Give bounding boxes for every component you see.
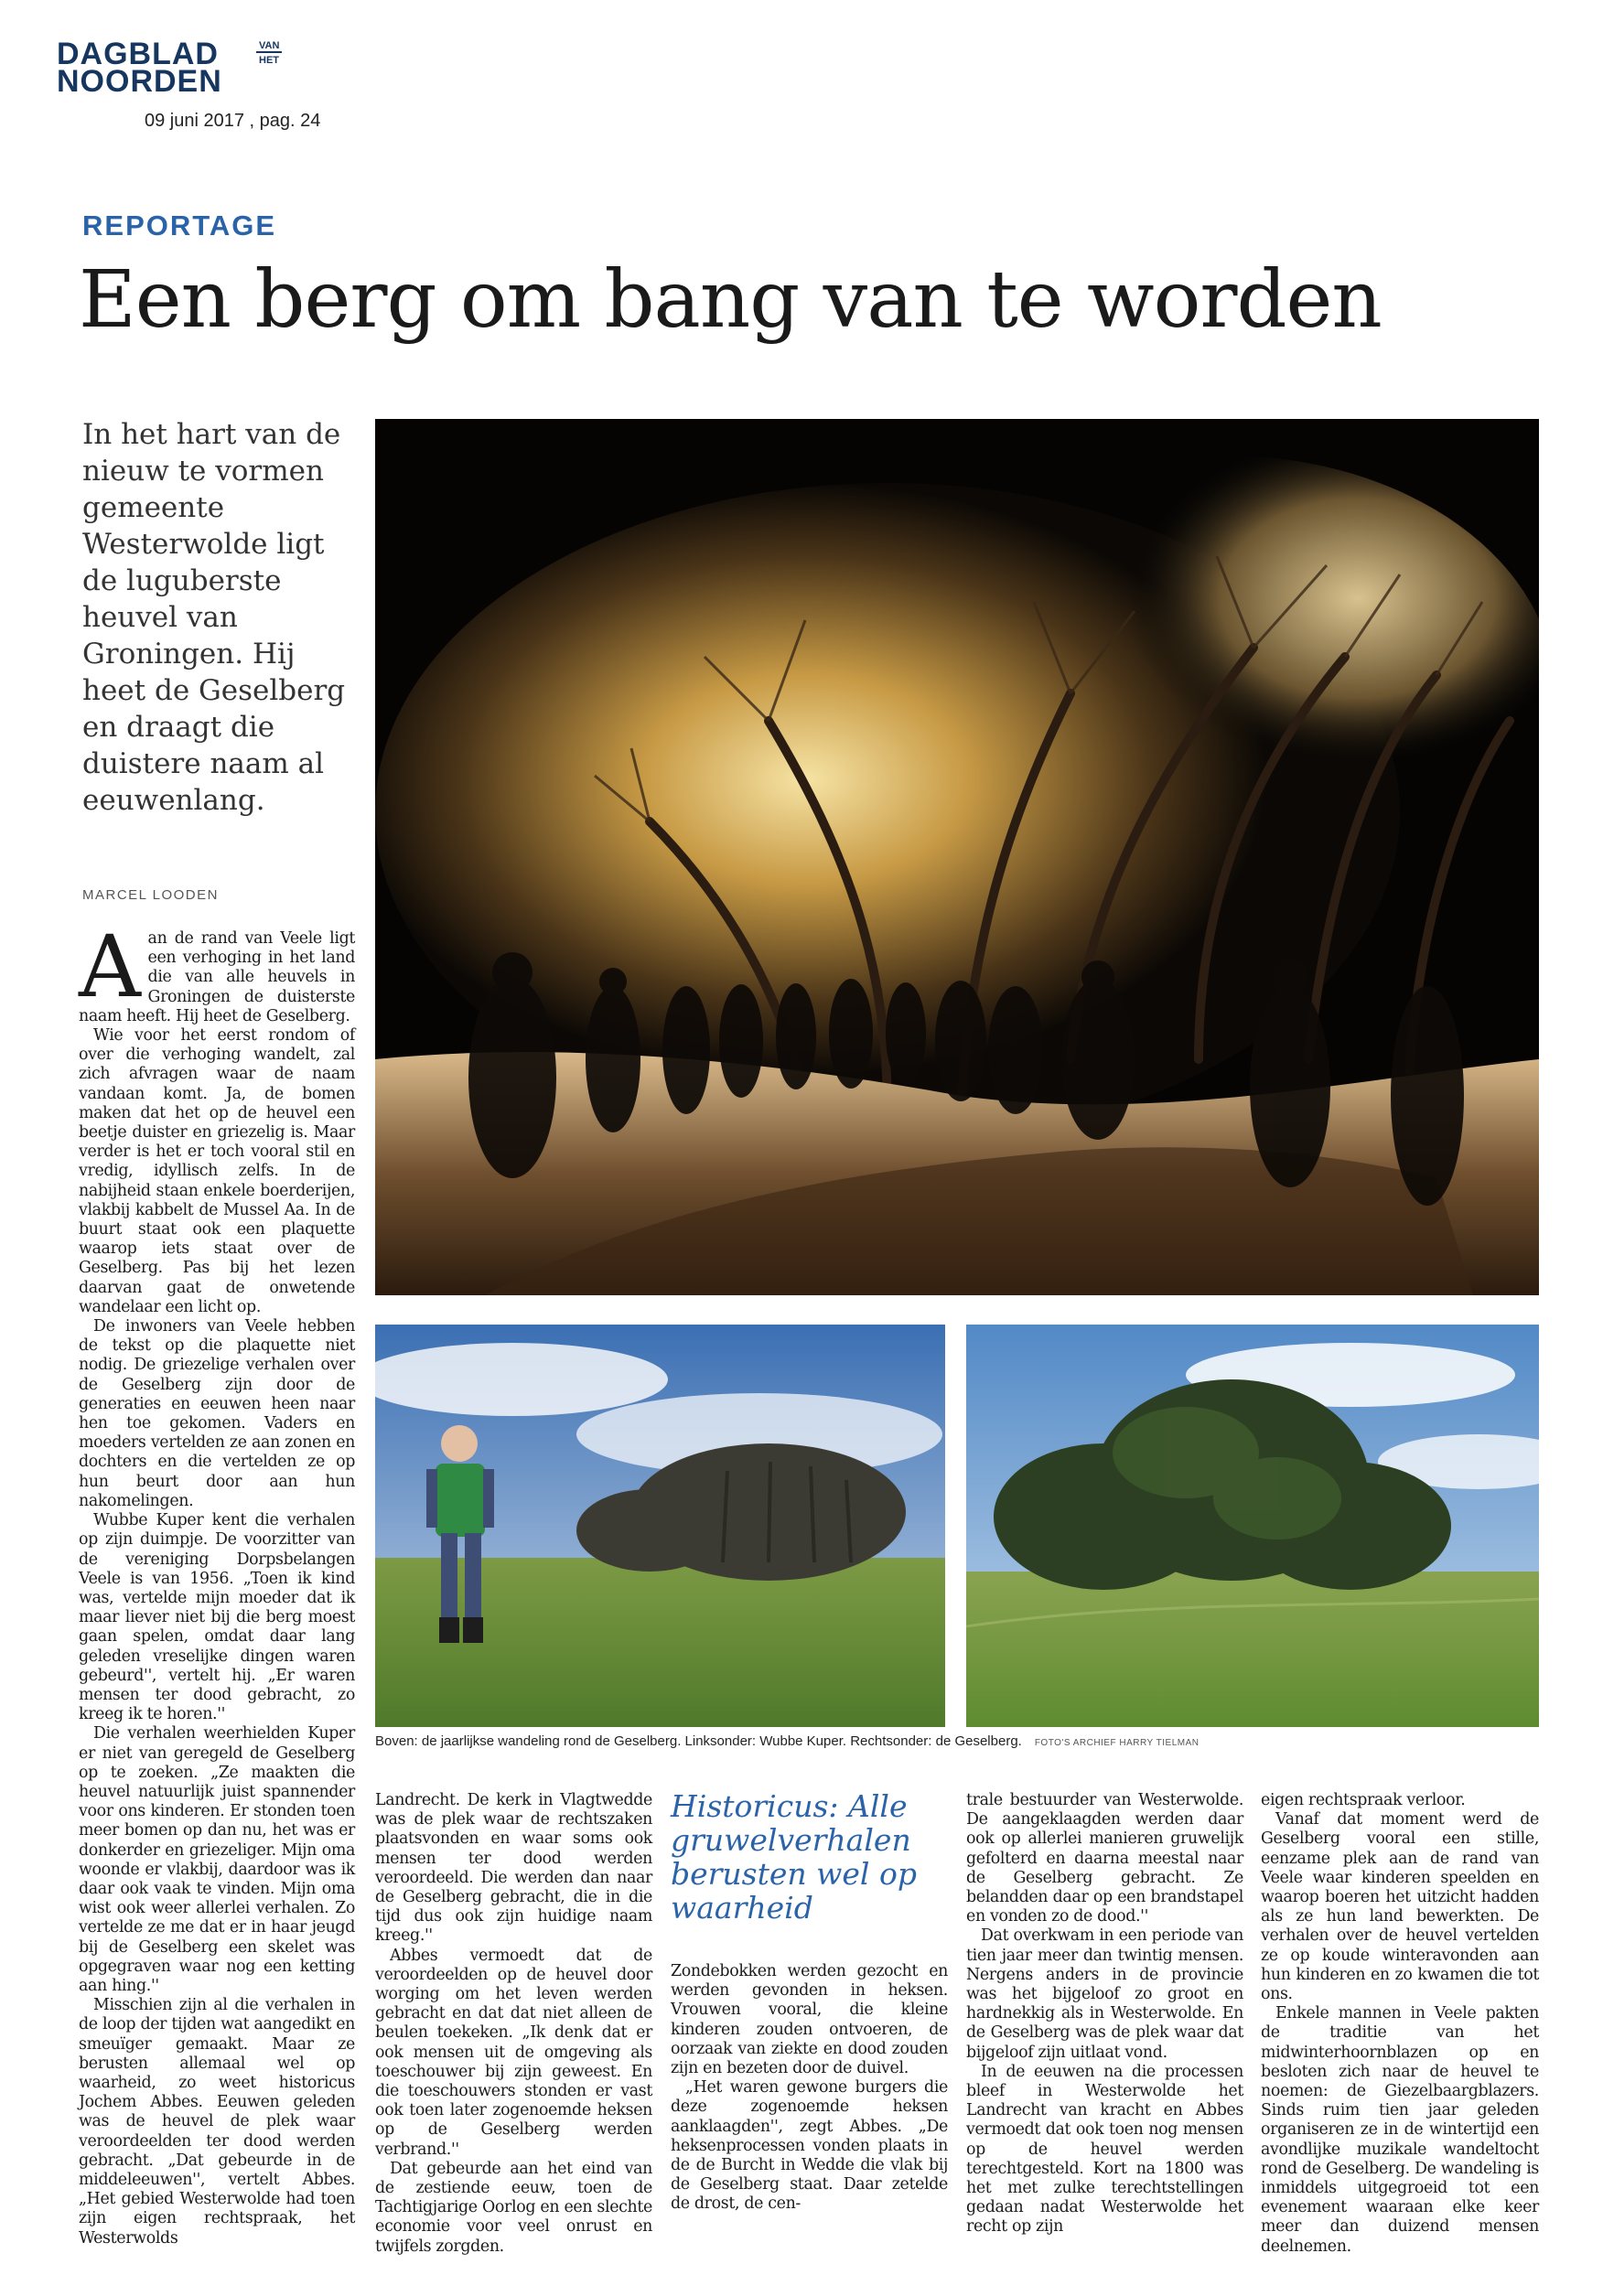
paragraph: „Het waren gewone burgers die deze zogenoemde heksen aanklaagden'', zegt Abbes. „De heksenprocessen vonden plaats in de de Burcht in Wedde die vlak bij de Geselberg staat. Daar zetelde de drost, de cen-	[671, 2078, 948, 2214]
paragraph: trale bestuurder van Westerwolde. De aangeklaagden werden daar ook op allerlei manieren gruwelijk gefolterd en daarna meestal naar de Geselberg gebracht. Ze belandden daar op een brandstapel en vonden zo de dood.''	[966, 1791, 1243, 1926]
paragraph: Wubbe Kuper kent die verhalen op zijn duimpje. De voorzitter van de vereniging Dorpsbelangen Veele is van 1956. „Toen ik kind was, vertelde mijn moeder dat ik maar liever niet bij die berg moest gaan spelen, omdat daar lang geleden vreselijke dingen waren gebeurd'', vertelt hij. „Er waren mensen ter dood gebracht, zo kreeg ik te horen.''	[79, 1511, 355, 1724]
photo-caption	[375, 1733, 1199, 1749]
paragraph: De inwoners van Veele hebben de tekst op die plaquette niet nodig. De griezelige verhalen over de Geselberg zijn door de generaties en eeuwen heen naar hen toe gekomen. Vaders en moeders vertelden ze aan zonen en dochters en die vertelden ze op hun beurt door aan hun nakomelingen.	[79, 1317, 355, 1510]
paragraph: Die verhalen weerhielden Kuper er niet van geregeld de Geselberg op te zoeken. „Ze maakten die heuvel natuurlijk juist spannender voor ons kinderen. Er stonden toen meer bomen op dan nu, het was er donkerder en griezeliger. Mijn oma woonde er vlakbij, daardoor was ik daar ook vaak te vinden. Mijn oma wist ook weer allerlei verhalen. Zo vertelde ze me dat er in haar jeugd bij de Geselberg een skelet was opgegraven waar nog een ketting aan hing.''	[79, 1724, 355, 1995]
page-dateline: 09 juni 2017 , pag. 24	[145, 111, 321, 131]
paragraph: In de eeuwen na die processen bleef in Westerwolde het Landrecht van kracht en Abbes vermoedt dat ook toen nog mensen op de heuvel werden terechtgesteld. Kort na 1800 was het met zulke terechtstellingen gedaan nadat Westerwolde het recht op zijn	[966, 2062, 1243, 2237]
logo-het: HET	[259, 55, 279, 66]
photo-night-walk	[375, 419, 1539, 1295]
paragraph: Misschien zijn al die verhalen in de loop der tijden wat aangedikt en smeuïger gemaakt. Maar ze berusten allemaal wel op waarheid, zo weet historicus Jochem Abbes. Eeuwen geleden was de heuvel de plek waar veroordeelden ter dood werden gebracht. „Dat gebeurde in de middeleeuwen'', vertelt Abbes. „Het gebied Westerwolde had toen zijn eigen rechtspraak, het Westerwolds	[79, 1996, 355, 2248]
article-byline: MARCEL LOODEN	[82, 887, 219, 903]
paragraph: Dat gebeurde aan het eind van de zestiende eeuw, toen de Tachtigjarige Oorlog en een slechte economie voor veel onrust en twijfels zorgden.	[375, 2159, 652, 2256]
body-column-3	[671, 1962, 948, 2215]
newspaper-logo	[57, 37, 280, 99]
photo-geselberg	[966, 1325, 1539, 1727]
paragraph: Enkele mannen in Veele pakten de traditie van het midwinterhoornblazen op en besloten zich naar de heuvel te noemen: de Giezelbaargblazers. Sinds ruim tien jaar geleden organiseren ze in de wintertijd een avondlijke muzikale wandeltocht rond de Geselberg. De wandeling is inmiddels uitgegroeid tot een evenement waaraan elke keer meer dan duizend mensen deelnemen.	[1261, 2004, 1539, 2256]
paragraph: eigen rechtspraak verloor.	[1261, 1791, 1466, 1809]
paragraph: Vanaf dat moment werd de Geselberg vooral een stille, eenzame plek aan de rand van Veele waar kinderen speelden en waarop boeren het uitzicht hadden als ze hun land bewerkten. De verhalen over de heuvel vertelden ze op koude winteravonden aan hun kinderen en zo kwamen die tot ons.	[1261, 1810, 1539, 2004]
section-kicker: REPORTAGE	[82, 209, 277, 241]
photo-wubbe-kuper	[375, 1325, 945, 1727]
paragraph: Abbes vermoedt dat de veroordeelden op de heuvel door worging om het leven werden gebracht en dat dat niet alleen de beulen toekeken. „Ik denk dat er ook mensen uit de omgeving als toeschouwer bij zijn geweest. En die toeschouwers stonden er vast ook toen later zogenoemde heksen op de Geselberg werden verbrand.''	[375, 1946, 652, 2159]
body-column-2	[375, 1791, 652, 2257]
body-column-1	[79, 917, 355, 2248]
logo-line-1: DAGBLAD	[57, 37, 219, 71]
paragraph: Wie voor het eerst rondom of over die verhoging wandelt, zal zich afvragen waar de naam vandaan komt. Ja, de bomen maken dat het op de heuvel een beetje duister en griezelig is. Maar verder is het er toch vooral stil en vredig, idyllisch zelfs. In de nabijheid staan enkele boerderijen, vlakbij kabbelt de Mussel Aa. In de buurt staat ook een plaquette waarop iets staat over de Geselberg. Pas bij het lezen daarvan gaat de onwetende wandelaar een licht op.	[79, 1026, 355, 1316]
body-column-5	[1261, 1791, 1539, 2257]
paragraph: Landrecht. De kerk in Vlagtwedde was de plek waar de rechtszaken plaatsvonden en waar soms ook mensen ter dood werden veroordeeld. Die werden dan naar de Geselberg gebracht, die in die tijd dus ook zijn huidige naam kreeg.''	[375, 1791, 652, 1946]
lead-paragraph	[79, 917, 355, 1026]
drop-cap: A	[79, 917, 141, 1017]
body-column-4	[966, 1791, 1243, 2237]
logo-van: VAN	[256, 40, 282, 53]
logo-line-2: NOORDEN	[57, 64, 222, 99]
photo-credit: FOTO'S ARCHIEF HARRY TIELMAN	[1034, 1738, 1200, 1748]
paragraph: Dat overkwam in een periode van tien jaar meer dan twintig mensen. Nergens anders in de provincie was het bijgeloof zo groot en hardnekkig als in Westerwolde. En de Geselberg was de plek waar dat bijgeloof zijn uitlaat vond.	[966, 1926, 1243, 2062]
article-intro: In het hart van de nieuw te vormen gemeente Westerwolde ligt de luguberste heuvel van Groningen. Hij heet de Geselberg en draagt die duistere naam al eeuwenlang.	[82, 418, 346, 817]
caption-text: Boven: de jaarlijkse wandeling rond de Geselberg. Linksonder: Wubbe Kuper. Rechtsonder: de Geselberg.	[375, 1733, 1022, 1749]
paragraph-text: an de rand van Veele ligt een verhoging in het land die van alle heuvels in Groningen de duisterste naam heeft. Hij heet de Geselberg.	[79, 929, 355, 1025]
paragraph: Zondebokken werden gezocht en werden gevonden in heksen. Vrouwen vooral, die kleine kinderen zouden ontvoeren, de oorzaak van ziekte en dood zouden zijn en bezeten door de duivel.	[671, 1962, 948, 2078]
article-headline: Een berg om bang van te worden	[79, 254, 1382, 346]
article-subhead: Historicus: Alle gruwelverhalen berusten wel op waarheid	[671, 1788, 917, 1926]
